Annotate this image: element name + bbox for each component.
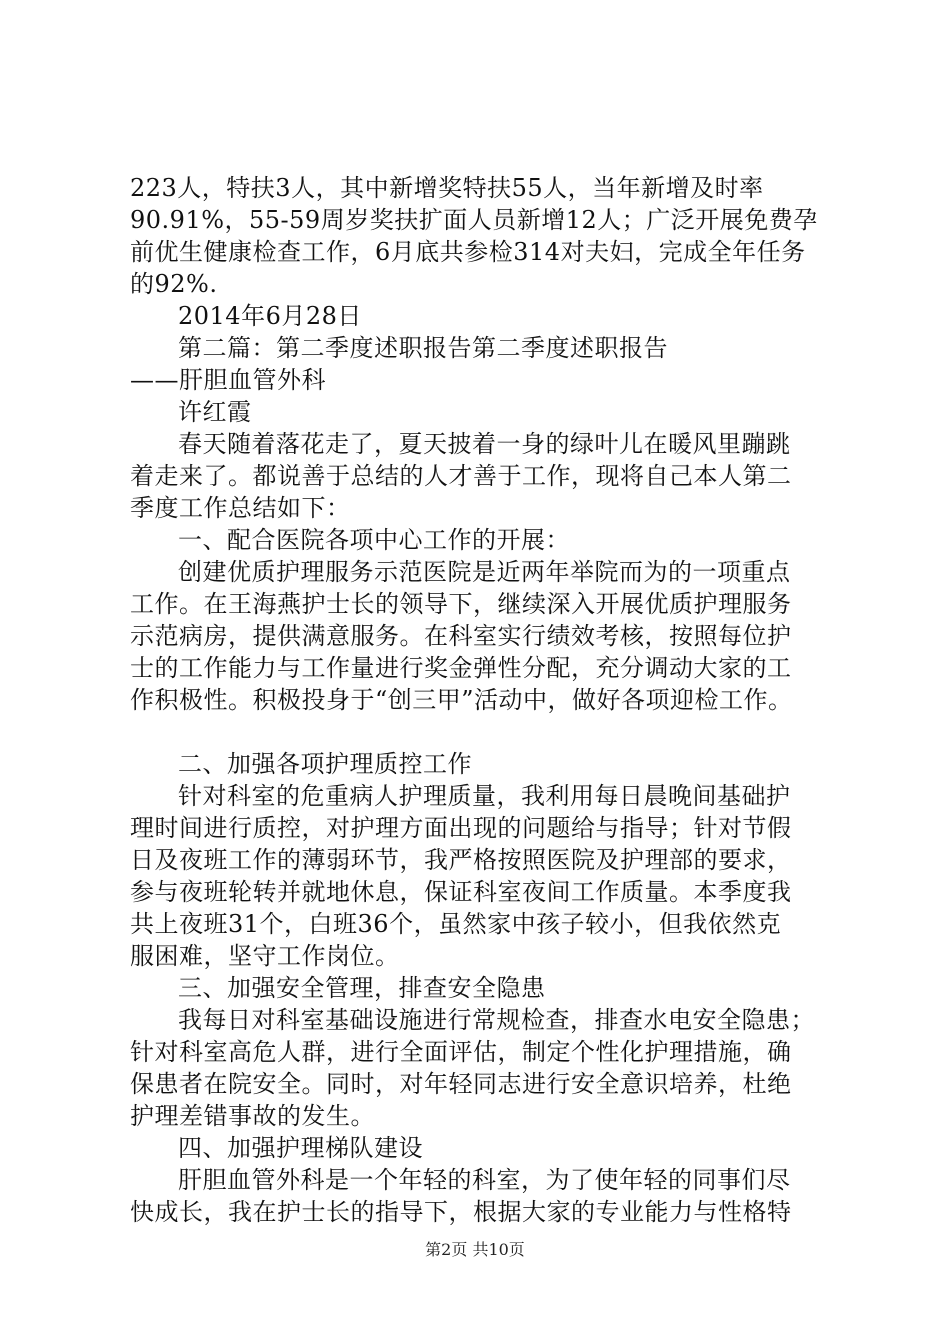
text-line: 护理差错事故的发生。 [130, 1102, 375, 1130]
text-line: 我每日对科室基础设施进行常规检查，排查水电安全隐患； [178, 1006, 815, 1034]
text-line: 参与夜班轮转并就地休息，保证科室夜间工作质量。本季度我 [130, 878, 792, 906]
text-line: 肝胆血管外科是一个年轻的科室，为了使年轻的同事们尽 [178, 1166, 791, 1194]
heading-2: 二、加强各项护理质控工作 [178, 750, 472, 778]
document-body [130, 172, 830, 1228]
text-line: 服困难，坚守工作岗位。 [130, 942, 400, 970]
date-line: 2014年6月28日 [178, 302, 362, 330]
text-line: 季度工作总结如下： [130, 494, 351, 522]
page-footer: 第2页 共10页 [425, 1240, 525, 1259]
text-line: 保患者在院安全。同时，对年轻同志进行安全意识培养，杜绝 [130, 1070, 792, 1098]
text-line: 工作。在王海燕护士长的领导下，继续深入开展优质护理服务 [130, 590, 792, 618]
subtitle: ——肝胆血管外科 [130, 366, 326, 394]
text-line: 共上夜班31个，白班36个，虽然家中孩子较小，但我依然克 [130, 910, 782, 938]
heading-3: 三、加强安全管理，排查安全隐患 [178, 974, 546, 1002]
text-line: 着走来了。都说善于总结的人才善于工作，现将自己本人第二 [130, 462, 792, 490]
text-line: 示范病房，提供满意服务。在科室实行绩效考核，按照每位护 [130, 622, 792, 650]
text-line: 春天随着落花走了，夏天披着一身的绿叶儿在暖风里蹦跳 [178, 430, 791, 458]
section-title: 第二篇：第二季度述职报告第二季度述职报告 [178, 334, 668, 362]
heading-4: 四、加强护理梯队建设 [178, 1134, 423, 1162]
heading-1: 一、配合医院各项中心工作的开展： [178, 526, 570, 554]
text-line: 90.91%，55-59周岁奖扶扩面人员新增12人；广泛开展免费孕 [130, 206, 818, 234]
text-line: 快成长，我在护士长的指导下，根据大家的专业能力与性格特 [130, 1198, 792, 1226]
text-line: 的92%. [130, 270, 218, 298]
text-line: 针对科室高危人群，进行全面评估，制定个性化护理措施，确 [130, 1038, 792, 1066]
text-line: 理时间进行质控，对护理方面出现的问题给与指导；针对节假 [130, 814, 792, 842]
blank-line [130, 716, 830, 748]
text-line: 创建优质护理服务示范医院是近两年举院而为的一项重点 [178, 558, 791, 586]
text-line: 作积极性。积极投身于“创三甲”活动中，做好各项迎检工作。 [130, 686, 793, 714]
text-line: 223人，特扶3人，其中新增奖特扶55人，当年新增及时率 [130, 174, 764, 202]
text-line: 日及夜班工作的薄弱环节，我严格按照医院及护理部的要求， [130, 846, 792, 874]
text-line: 前优生健康检查工作，6月底共参检314对夫妇，完成全年任务 [130, 238, 806, 266]
text-line: 士的工作能力与工作量进行奖金弹性分配，充分调动大家的工 [130, 654, 792, 682]
text-line: 针对科室的危重病人护理质量，我利用每日晨晚间基础护 [178, 782, 791, 810]
author-name: 许红霞 [178, 398, 252, 426]
